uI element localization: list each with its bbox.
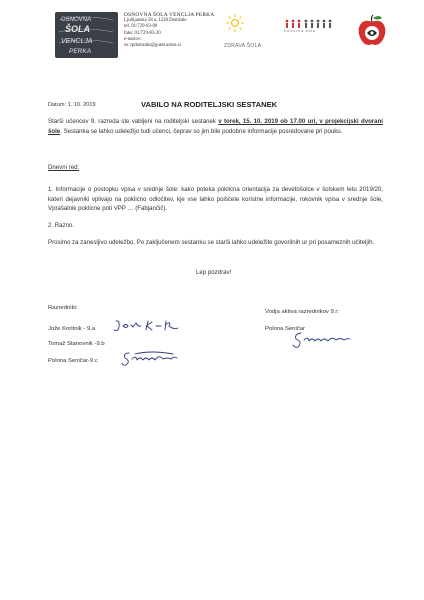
agenda-item-1: 1. Informacije o postopku vpisa v srednje šole: kako poteka poklicna orientacija za devetošolce v šolskem letu 2019/20, kateri dejavniki vplivajo na poklicno odločitev, kje vse lahko poiščete koristne informacije, rokovnik vpisa v srednje šole, Vprašalnik poklicne poti VPP … (Fabjančič).	[48, 186, 383, 213]
school-logo	[55, 12, 118, 58]
logo-line-2: ŠOLA	[65, 24, 91, 34]
school-email: os.vpdomzale@guest.arnes.si	[124, 43, 181, 49]
letter-title: VABILO NA RODITELJSKI SESTANEK	[141, 100, 278, 109]
attendance-paragraph: Prosimo za zanesljivo udeležbo. Po zaključenem sestanku se starši lahko udeležite govorilnih ur pri posameznih učiteljih.	[48, 239, 375, 246]
sun-icon	[225, 13, 245, 35]
school-email-label: e-naslov:	[124, 36, 142, 42]
closing-greeting: Lep pozdrav!	[196, 269, 232, 276]
agenda-heading: Dnevni red:	[48, 164, 80, 171]
school-address: Ljubljanska 58 a, 1230 Domžale	[124, 18, 187, 24]
teacher-9c: Polona Seničar-9.c	[48, 358, 98, 364]
signature-stanovnik	[121, 350, 181, 368]
letter-date: Datum: 1. 10. 2019	[48, 102, 96, 108]
school-contact-block	[124, 12, 214, 49]
teachers-label: Razredniki:	[48, 305, 78, 311]
head-teacher-label: Vodja aktiva razrednikov 9.r:	[265, 309, 339, 315]
invitation-text-start: Starši učencev 9. razreda ste vabljeni na roditeljski sestanek	[48, 118, 219, 125]
logo-line-1: OSNOVNA	[61, 17, 92, 23]
teacher-9a: Jože Koritnik - 9.a	[48, 326, 96, 332]
school-logo-art	[55, 12, 118, 58]
apple-logo-icon	[356, 14, 388, 48]
agenda-item-2: 2. Razno.	[48, 222, 75, 229]
logo-line-3: VENCLJA	[61, 38, 93, 45]
invitation-paragraph	[48, 117, 383, 136]
healthy-school-badge: ZDRAVA ŠOLA	[224, 43, 262, 49]
school-name: OSNOVNA ŠOLA VENCLJA PERKA	[124, 12, 215, 18]
signature-koritnik	[112, 318, 184, 334]
head-teacher-name: Polona Seničar	[265, 326, 305, 332]
meeting-time-place: v torek, 15. 10. 2019 ob 17.00 uri, v projekcijski dvorani šole	[48, 118, 383, 135]
school-tel: tel. 01/729-83-00	[124, 24, 158, 30]
school-fax: faks: 01/729-83-20	[124, 30, 161, 36]
invitation-text-end: . Sestanka se lahko udeležijo tudi učenci, čeprav so jim bile podobne informacije posredovane pri pouku.	[60, 127, 343, 135]
cultural-school-label: kulturna šola	[284, 29, 316, 33]
cultural-school-people-icon	[283, 18, 343, 38]
teacher-9b: Tomaž Stanovnik -9.b	[48, 341, 105, 347]
signature-senicar	[292, 330, 352, 350]
logo-line-4: PERKA	[69, 48, 92, 55]
